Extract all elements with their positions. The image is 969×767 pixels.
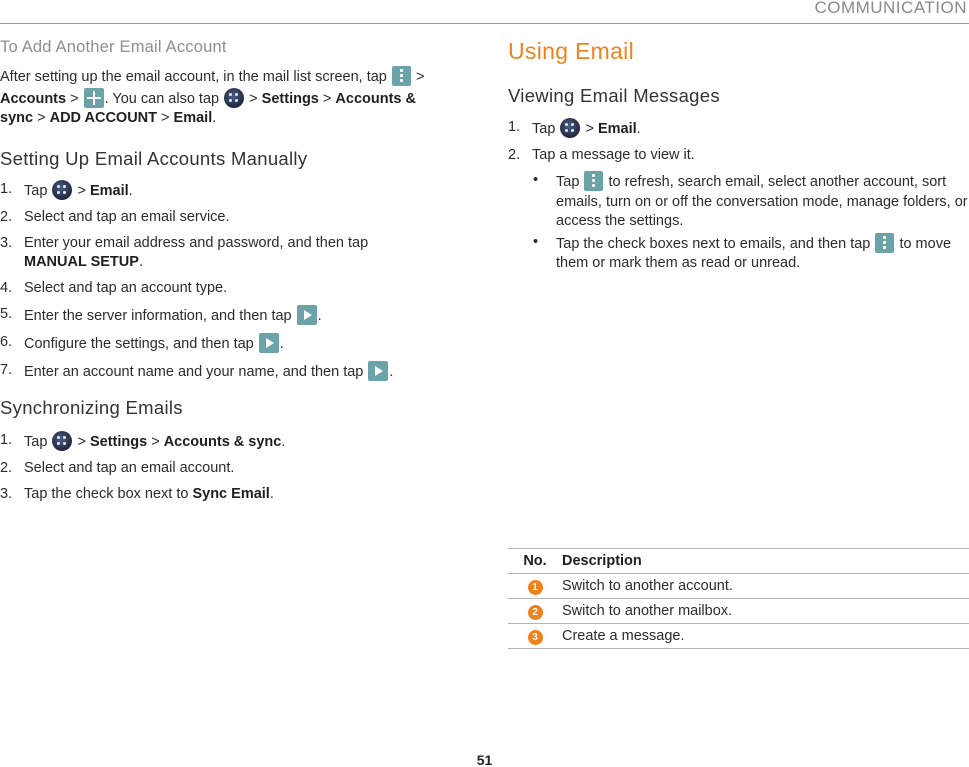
section-label: COMMUNICATION bbox=[814, 0, 967, 17]
list-item: 1. Tap > Settings > Accounts & sync. bbox=[0, 431, 286, 450]
next-icon bbox=[297, 305, 317, 325]
list-item: 7. Enter an account name and your name, and then tap . bbox=[0, 361, 394, 380]
page-number: 51 bbox=[476, 752, 493, 767]
list-item: 3. Enter your email address and password, and then tap MANUAL SETUP. bbox=[0, 234, 369, 270]
list-item: • Tap to refresh, search email, select another account, sort emails, turn on or off the conversation mode, manage folders, or access the settings. bbox=[533, 172, 968, 229]
sync-steps bbox=[0, 431, 450, 504]
add-account-paragraph: After setting up the email account, in the mail list screen, tap > Accounts > . You can also tap > Settings > Accounts & sync > ADD ACCOUNT > Email. bbox=[0, 66, 450, 129]
next-icon bbox=[368, 361, 388, 381]
menu-icon bbox=[584, 171, 603, 191]
description-table bbox=[508, 548, 969, 649]
table-header-no: No. bbox=[508, 549, 562, 574]
list-item: 2. Select and tap an email service. bbox=[0, 208, 230, 225]
list-item: 2. Select and tap an email account. bbox=[0, 459, 235, 476]
apps-icon bbox=[52, 431, 72, 451]
list-item: 1. Tap > Email. bbox=[0, 180, 133, 199]
next-icon bbox=[259, 333, 279, 353]
list-item: 2. Tap a message to view it. • Tap to refresh, search email, select another account, sort emails, turn on or off the conversation mode, manage folders, or access the settings. • Tap the check boxes next to emails, and then tap to move them or mark them as read or unread. bbox=[508, 146, 969, 274]
menu-icon bbox=[392, 66, 411, 86]
list-item: 1. Tap > Email. bbox=[508, 119, 641, 137]
table-cell-description: Switch to another account. bbox=[562, 574, 969, 599]
using-email-title: Using Email bbox=[508, 38, 635, 64]
add-icon bbox=[84, 88, 104, 108]
viewing-steps bbox=[508, 118, 969, 274]
list-item: 3. Tap the check box next to Sync Email. bbox=[0, 485, 274, 502]
table-row bbox=[508, 624, 969, 649]
list-item: 4. Select and tap an account type. bbox=[0, 279, 228, 296]
list-item: • Tap the check boxes next to emails, and then tap to move them or mark them as read or unread. bbox=[533, 233, 952, 271]
table-row bbox=[508, 574, 969, 599]
list-item: 5. Enter the server information, and then tap . bbox=[0, 305, 322, 324]
number-badge: 3 bbox=[528, 630, 543, 645]
header-rule bbox=[0, 23, 969, 24]
apps-icon bbox=[224, 88, 244, 108]
viewing-bullets bbox=[532, 171, 969, 274]
table-cell-description: Create a message. bbox=[562, 624, 969, 649]
apps-icon bbox=[560, 118, 580, 138]
viewing-email-heading: Viewing Email Messages bbox=[508, 85, 720, 106]
table-header-description: Description bbox=[562, 549, 969, 574]
sync-heading: Synchronizing Emails bbox=[0, 396, 183, 418]
manual-setup-steps bbox=[0, 180, 450, 382]
list-item: 6. Configure the settings, and then tap . bbox=[0, 333, 284, 352]
left-column bbox=[0, 38, 450, 511]
table-header-row bbox=[508, 549, 969, 574]
right-column bbox=[508, 38, 969, 275]
manual-setup-heading: Setting Up Email Accounts Manually bbox=[0, 147, 308, 169]
number-badge: 1 bbox=[528, 580, 543, 595]
table-cell-description: Switch to another mailbox. bbox=[562, 599, 969, 624]
menu-icon bbox=[875, 233, 894, 253]
table-row bbox=[508, 599, 969, 624]
add-account-heading: To Add Another Email Account bbox=[0, 38, 227, 56]
number-badge: 2 bbox=[528, 605, 543, 620]
apps-icon bbox=[52, 180, 72, 200]
